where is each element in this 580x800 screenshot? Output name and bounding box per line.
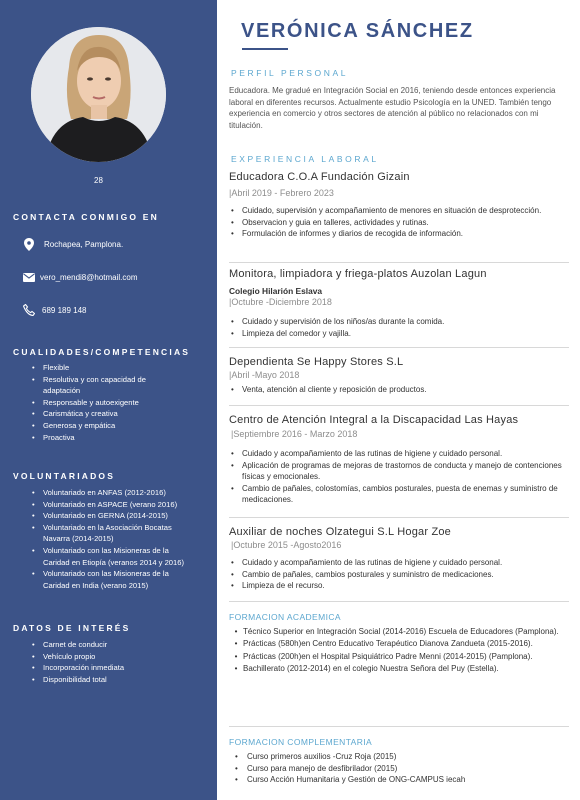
list-item: • Cuidado y acompañamiento de las rutinas de higiene y cuidado personal. [229, 448, 564, 460]
list-item: • Cuidado y supervisión de los niños/as durante la comida. [229, 316, 564, 328]
list-item: • Aplicación de programas de mejoras de trastornos de conducta y manejo de contenciones físicas y emocionales. [229, 460, 564, 483]
list-item: • Cambio de pañales, colostomías, cambios posturales, puesta de enemas y suministro de medicaciones. [229, 483, 564, 506]
job-duties [229, 557, 564, 592]
title-underline [242, 48, 288, 50]
contact-location [22, 237, 123, 251]
list-item: • Carnet de conducir [32, 639, 192, 651]
list-item: • Prácticas (200h)en el Hospital Psiquiátrico Padre Menni (2014-2015) (Pamplona). [234, 651, 533, 661]
job-title: Dependienta Se Happy Stores S.L [229, 356, 404, 368]
job-title: Centro de Atención Integral a la Discapacidad Las Hayas [229, 414, 519, 426]
divider [229, 405, 569, 406]
divider [229, 347, 569, 348]
education-list [229, 626, 569, 676]
list-item: • Bachillerato (2012-2014) en el colegio Nuestra Señora del Puy (Estella). [234, 664, 499, 674]
experience-heading: EXPERIENCIA LABORAL [231, 154, 379, 164]
job-title: Auxiliar de noches Olzategui S.L Hogar Zoe [229, 526, 451, 538]
complementary-heading: FORMACION COMPLEMENTARIA [229, 737, 373, 747]
complementary-list [229, 751, 564, 786]
list-item: • Responsable y autoexigente [32, 397, 172, 409]
contact-phone [22, 303, 87, 317]
sidebar [0, 0, 217, 800]
contact-heading: CONTACTA CONMIGO EN [13, 212, 159, 222]
list-item: • Proactiva [32, 432, 172, 444]
phone-text: 689 189 148 [42, 305, 87, 315]
list-item: • Curso primeros auxilios -Cruz Roja (2015) [229, 751, 564, 763]
list-item: • Voluntariado en ASPACE (verano 2016) [32, 499, 197, 511]
location-pin-icon [22, 237, 36, 251]
divider [229, 726, 569, 727]
list-item: • Curso para manejo de desfibrilador (2015) [229, 763, 564, 775]
skills-list [32, 362, 172, 443]
skills-heading: CUALIDADES/COMPETENCIAS [13, 347, 191, 357]
page-title: VERÓNICA SÁNCHEZ [241, 20, 474, 42]
job-duties [229, 316, 564, 339]
list-item: • Resolutiva y con capacidad de adaptación [32, 374, 172, 397]
list-item: • Generosa y empática [32, 420, 172, 432]
list-item: • Técnico Superior en Integración Social (2014-2016) Escuela de Educadores (Pamplona). [234, 627, 559, 636]
phone-icon [22, 303, 36, 317]
job-duties [229, 205, 564, 240]
job-date: |Abril 2019 - Febrero 2023 [229, 188, 334, 198]
interests-heading: DATOS DE INTERÉS [13, 623, 131, 633]
profile-text: Educadora. Me gradué en Integración Social en 2016, teniendo desde entonces experiencia laboral en diferentes recursos. Actualmente estudio Psicología en la UNED. También tengo experiencia en comercio y otros sectores de atención al público no relacionados con mi titulación. [229, 86, 556, 130]
job-date: |Octubre -Diciembre 2018 [229, 297, 332, 307]
divider [229, 517, 569, 518]
list-item: • Cambio de pañales, cambios posturales y suministro de medicaciones. [229, 569, 564, 581]
list-item: • Voluntariado en la Asociación Bocatas Navarra (2014-2015) [32, 522, 197, 545]
divider [229, 601, 569, 602]
job-title: Monitora, limpiadora y friega-platos Auzolan Lagun [229, 268, 487, 280]
mail-icon [22, 270, 36, 284]
list-item: • Venta, atención al cliente y reposición de productos. [229, 384, 564, 396]
location-text: Rochapea, Pamplona. [44, 239, 124, 249]
list-item: • Limpieza del comedor y vajilla. [229, 328, 564, 340]
education-heading: FORMACION ACADEMICA [229, 612, 341, 622]
job-title: Educadora C.O.A Fundación Gizain [229, 171, 410, 183]
list-item: • Limpieza de el recurso. [229, 580, 564, 592]
volunteering-list [32, 487, 197, 591]
job-date: |Octubre 2015 -Agosto2016 [231, 540, 342, 550]
age-label: 28 [94, 176, 103, 185]
job-duties [229, 384, 564, 396]
list-item: • Flexible [32, 362, 172, 374]
list-item: • Incorporación inmediata [32, 662, 192, 674]
divider [229, 262, 569, 263]
list-item: • Observacion y guia en talleres, actividades y rutinas. [229, 217, 564, 229]
job-duties [229, 448, 564, 506]
list-item: • Curso Acción Humanitaria y Gestión de ONG-CAMPUS iecah [229, 774, 564, 786]
profile-heading: PERFIL PERSONAL [231, 68, 349, 78]
email-link[interactable]: vero_mendi8@hotmail.com [40, 272, 138, 282]
interests-list [32, 639, 192, 685]
list-item: • Carismática y creativa [32, 408, 172, 420]
job-subtitle: Colegio Hilarión Eslava [229, 286, 323, 296]
list-item: • Cuidado, supervisión y acompañamiento de menores en situación de desprotección. [229, 205, 564, 217]
list-item: • Voluntariado con las Misioneras de la Caridad en India (verano 2015) [32, 568, 197, 591]
list-item: • Formulación de informes y diarios de recogida de información. [229, 228, 564, 240]
list-item: • Vehículo propio [32, 651, 192, 663]
list-item: • Cuidado y acompañamiento de las rutinas de higiene y cuidado personal. [229, 557, 564, 569]
list-item: • Voluntariado con las Misioneras de la Caridad en Etiopía (veranos 2014 y 2016) [32, 545, 197, 568]
list-item: • Disponibilidad total [32, 674, 192, 686]
volunteering-heading: VOLUNTARIADOS [13, 471, 116, 481]
list-item: • Prácticas (580h)en Centro Educativo Terapéutico Dianova Zandueta (2015-2016). [234, 639, 533, 649]
profile-photo [31, 27, 166, 162]
job-date: |Abril -Mayo 2018 [229, 370, 300, 380]
list-item: • Voluntariado en ANFAS (2012-2016) [32, 487, 197, 499]
contact-email [22, 270, 138, 284]
job-date: |Septiembre 2016 - Marzo 2018 [231, 429, 358, 439]
list-item: • Voluntariado en GERNA (2014-2015) [32, 510, 197, 522]
